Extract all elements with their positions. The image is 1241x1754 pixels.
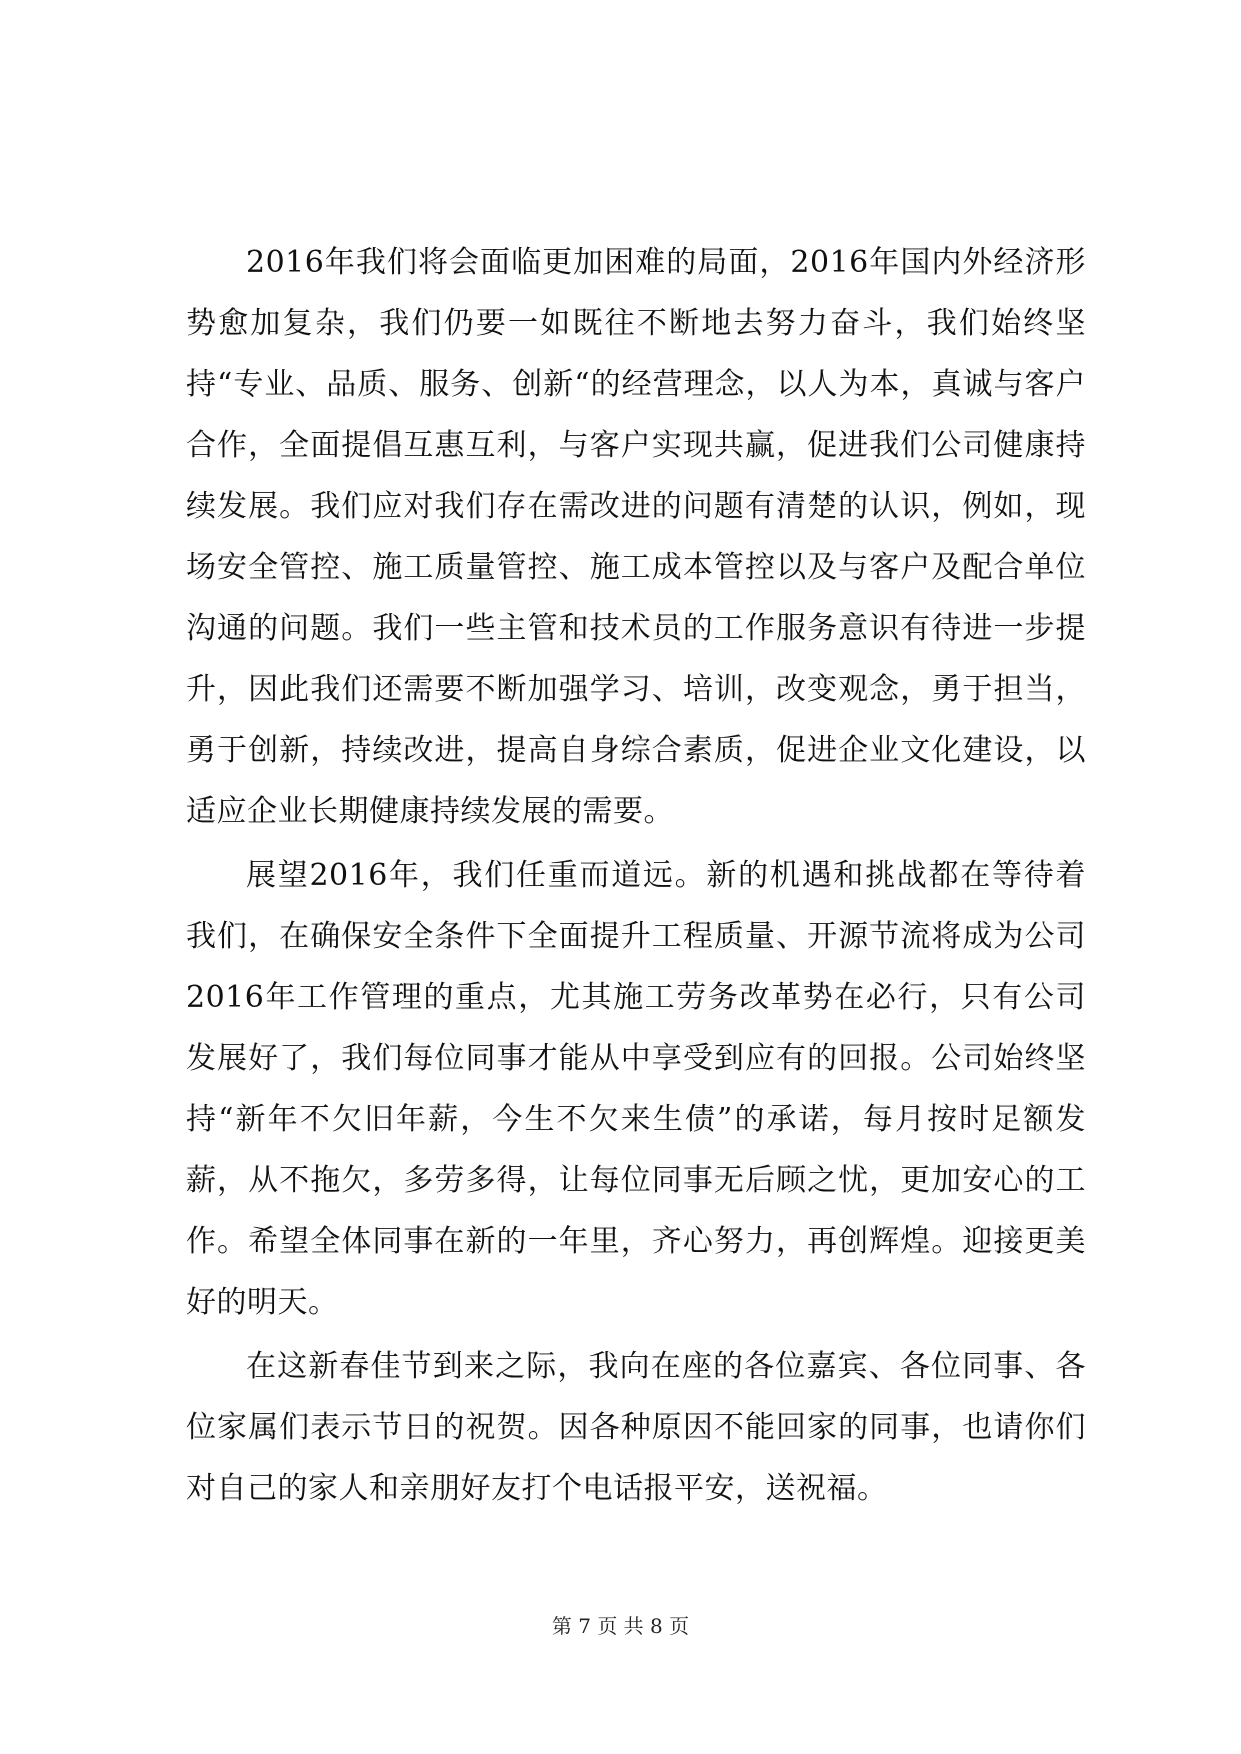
paragraph-new-year-greeting: 在这新春佳节到来之际，我向在座的各位嘉宾、各位同事、各位家属们表示节日的祝贺。因各种原因不能回家的同事，也请你们对自己的家人和亲朋好友打个电话报平安，送祝福。 <box>186 1349 1086 1506</box>
page-number-footer: 第 7 页 共 8 页 <box>551 1614 690 1638</box>
document-body <box>186 232 1086 1519</box>
paragraph-outlook-challenges: 2016年我们将会面临更加困难的局面，2016年国内外经济形势愈加复杂，我们仍要一如既往不断地去努力奋斗，我们始终坚持“专业、品质、服务、创新“的经营理念，以人为本，真诚与客户合作，全面提倡互惠互利，与客户实现共赢，促进我们公司健康持续发展。我们应对我们存在需改进的问题有清楚的认识，例如，现场安全管控、施工质量管控、施工成本管控以及与客户及配合单位沟通的问题。我们一些主管和技术员的工作服务意识有待进一步提升，因此我们还需要不断加强学习、培训，改变观念，勇于担当，勇于创新，持续改进，提高自身综合素质，促进企业文化建设，以适应企业长期健康持续发展的需要。 <box>186 245 1086 829</box>
paragraph-outlook-2016: 展望2016年，我们任重而道远。新的机遇和挑战都在等待着我们，在确保安全条件下全面提升工程质量、开源节流将成为公司2016年工作管理的重点，尤其施工劳务改革势在必行，只有公司发展好了，我们每位同事才能从中享受到应有的回报。公司始终坚持“新年不欠旧年薪，今生不欠来生债”的承诺，每月按时足额发薪，从不拖欠，多劳多得，让每位同事无后顾之忧，更加安心的工作。希望全体同事在新的一年里，齐心努力，再创辉煌。迎接更美好的明天。 <box>186 858 1086 1320</box>
